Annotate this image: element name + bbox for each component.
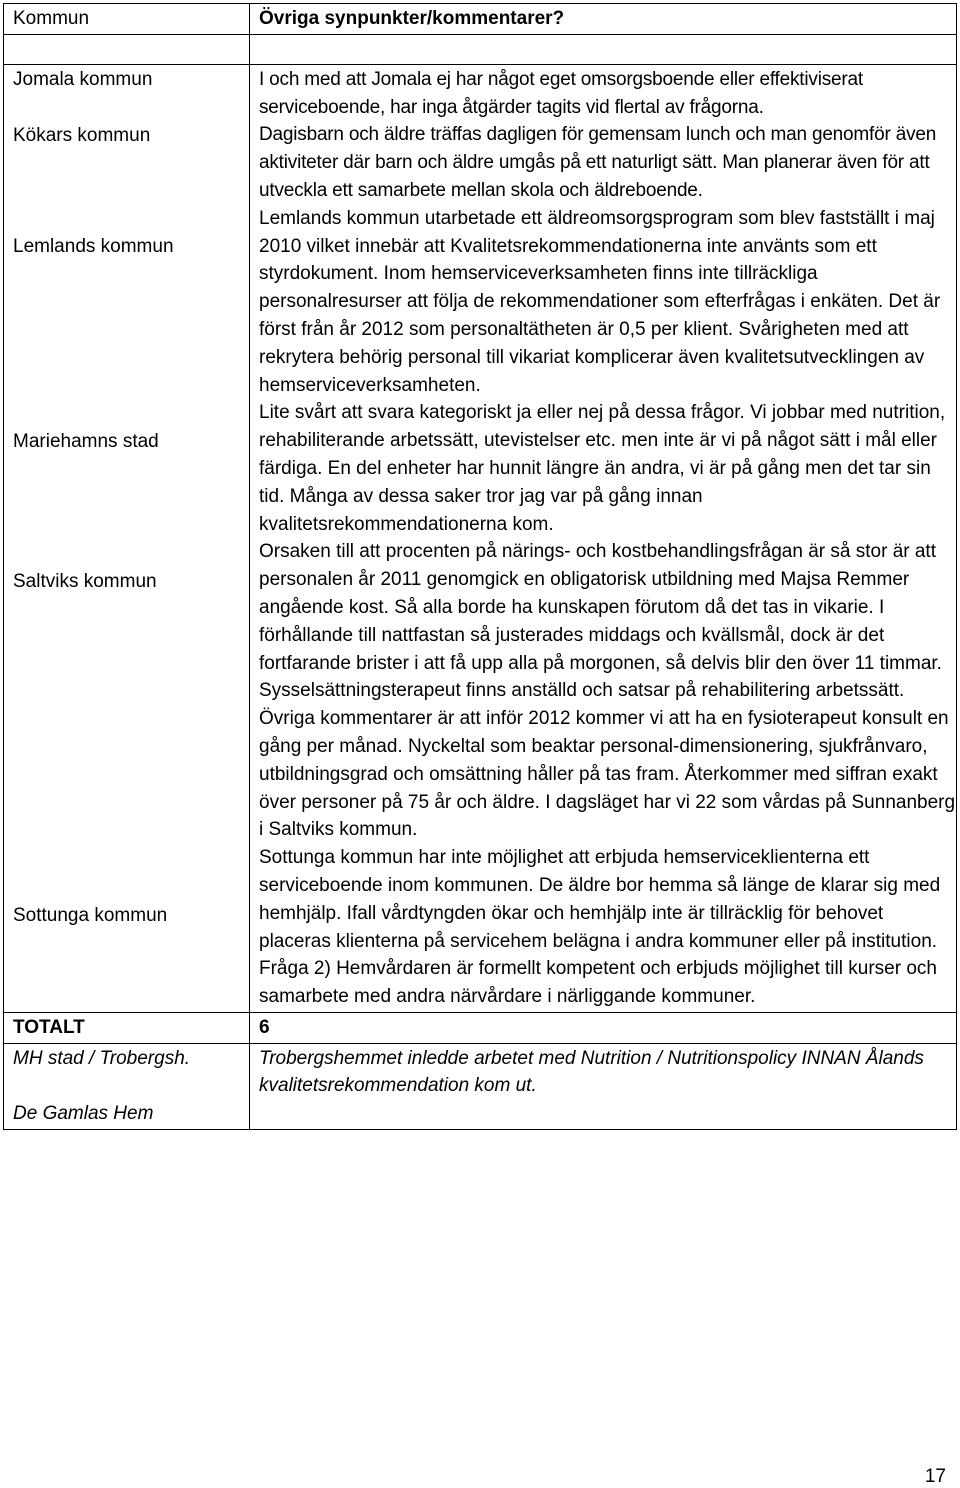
municipality-kokar: Kökars kommun xyxy=(13,124,151,146)
municipality-name xyxy=(4,64,250,1012)
comment-lemland: Lemlands kommun utarbetade ett äldreomsorgsprogram som blev fastställt i maj 2010 vilket innebär att Kvalitetsrekommendationerna inte använts som ett styrdokument. Inom hemserviceverksamheten finns inte tillräckliga personalresurser att följa de rekommendationer som efterfrågas i enkäten. Det är först från år 2012 som personaltätheten är 0,5 per klient. Svårigheten med att rekrytera behörig personal till vikariat komplicerar även kvalitetsutvecklingen av hemserviceverksamheten. xyxy=(259,207,941,396)
header-row xyxy=(4,4,957,35)
extra-name-line2: De Gamlas Hem xyxy=(13,1103,154,1125)
total-value: 6 xyxy=(250,1012,957,1043)
extra-name xyxy=(4,1043,250,1129)
comments-cell xyxy=(250,64,957,1012)
total-row xyxy=(4,1012,957,1043)
municipality-sottunga: Sottunga kommun xyxy=(13,904,168,926)
comments-table xyxy=(3,3,957,1130)
total-label: TOTALT xyxy=(4,1012,250,1043)
municipality-saltvik: Saltviks kommun xyxy=(13,570,157,592)
table-row xyxy=(4,64,957,1012)
extra-name-line1: MH stad / Trobergsh. xyxy=(13,1047,191,1069)
comment-mariehamn: Lite svårt att svara kategoriskt ja eller nej på dessa frågor. Vi jobbar med nutrition, rehabiliterande arbetssätt, utevistelser etc. men inte är vi på något sätt i mål eller färdiga. En del enheter har hunnit längre än andra, vi är på gång men det tar sin tid. Många av dessa saker tror jag var på gång innan kvalitetsrekommendationerna kom. xyxy=(259,402,946,535)
page-number: 17 xyxy=(924,1466,946,1487)
table-row xyxy=(4,1043,957,1129)
comment-jomala: I och med att Jomala ej har något eget omsorgsboende eller effektiviserat serviceboende, har inga åtgärder tagits vid flertal av frågorna. xyxy=(259,68,863,118)
extra-comment: Trobergshemmet inledde arbetet med Nutrition / Nutritionspolicy INNAN Ålands kvalitetsrekommendation kom ut. xyxy=(250,1043,957,1129)
spacer-cell xyxy=(250,34,957,64)
comment-sottunga: Sottunga kommun har inte möjlighet att erbjuda hemserviceklienterna ett serviceboende inom kommunen. De äldre bor hemma så länge de klarar sig med hemhjälp. Ifall vårdtyngden ökar och hemhjälp inte är tillräcklig för behovet placeras klienterna på servicehem belägna i andra kommuner eller på institution. Fråga 2) Hemvårdaren är formellt kompetent och erbjuds möjlighet till kurser och samarbete med andra närvårdare i närliggande kommuner. xyxy=(259,847,941,1008)
municipality-jomala: Jomala kommun xyxy=(13,68,153,90)
header-kommun: Kommun xyxy=(4,4,250,35)
spacer-row xyxy=(4,34,957,64)
comment-saltvik-more: Övriga kommentarer är att inför 2012 kommer vi att ha en fysioterapeut konsult en gång per månad. Nyckeltal som beaktar personal-dimensionering, sjukfrånvaro, utbildningsgrad och omsättning håller på tas fram. Återkommer med siffran exakt över personer på 75 år och äldre. I dagsläget har vi 22 som vårdas på Sunnanberg i Saltviks kommun. xyxy=(259,708,956,841)
spacer-cell xyxy=(4,34,250,64)
municipality-lemland: Lemlands kommun xyxy=(13,236,174,258)
header-comments: Övriga synpunkter/kommentarer? xyxy=(250,4,957,35)
comment-saltvik: Orsaken till att procenten på närings- och kostbehandlingsfrågan är så stor är att personalen år 2011 genomgick en obligatorisk utbildning med Majsa Remmer angående kost. Så alla borde ha kunskapen förutom då det tas in vikarie. I förhållande till nattfastan så justerades middags och kvällsmål, dock är det fortfarande brister i att få upp alla på morgonen, så delvis blir den över 11 timmar. Sysselsättningsterapeut finns anställd och satsar på rehabilitering arbetssätt. xyxy=(259,541,942,702)
comment-kokar: Dagisbarn och äldre träffas dagligen för gemensam lunch och man genomför även aktiviteter där barn och äldre umgås på ett naturligt sätt. Man planerar även för att utveckla ett samarbete mellan skola och äldreboende. xyxy=(259,124,937,201)
municipality-mariehamn: Mariehamns stad xyxy=(13,431,159,453)
